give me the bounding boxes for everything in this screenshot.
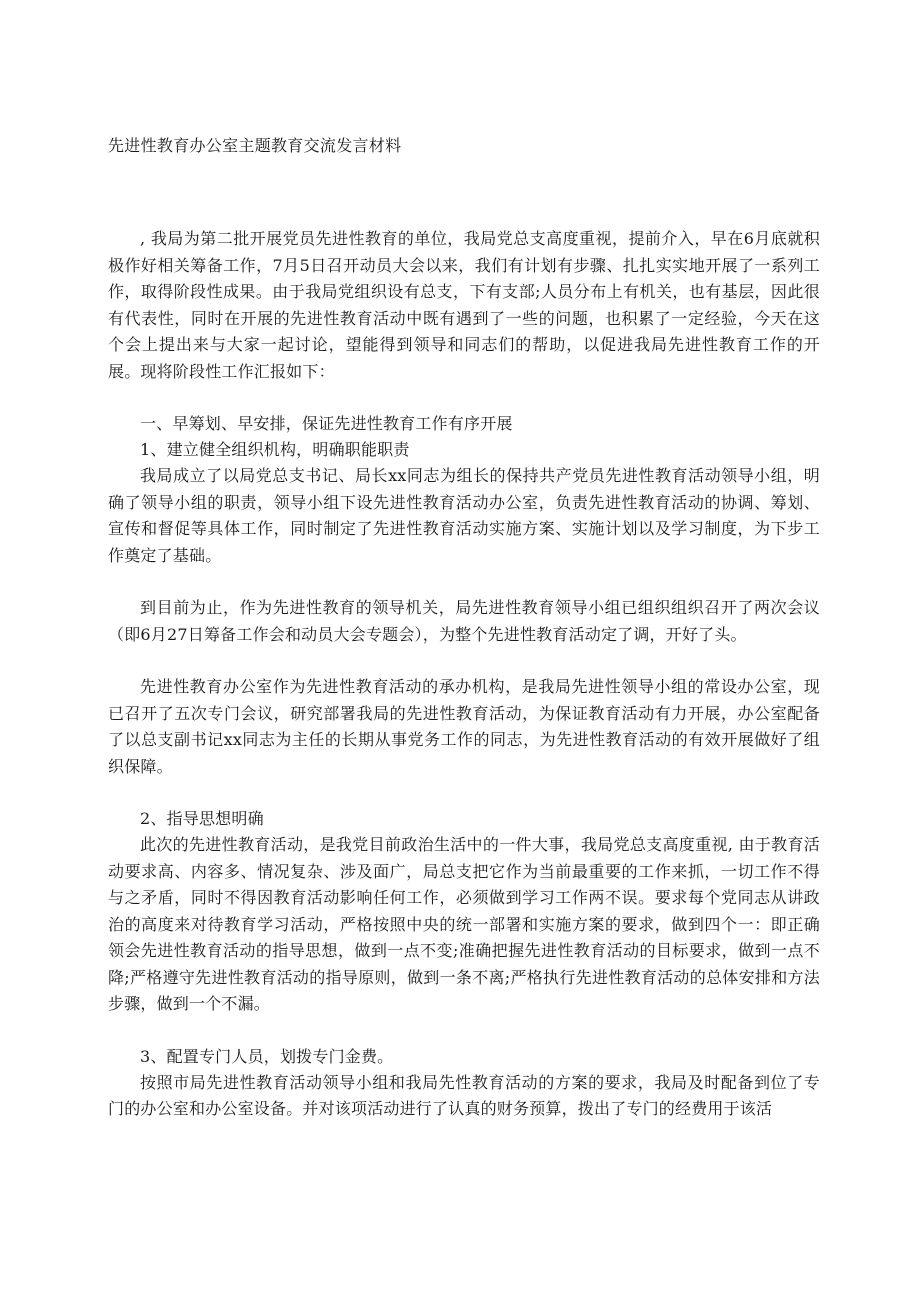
paragraph-guiding-thought: 此次的先进性教育活动，是我党目前政治生活中的一件大事，我局党总支高度重视, 由于教育活动要求高、内容多、情况复杂、涉及面广，局总支把它作为当前最重要的工作来抓，一切工作不得与之矛盾，同时不得因教育活动影响任何工作，必须做到学习工作两不误。要求每个党同志从讲政治的高度来对待教育学习活动，严格按照中央的统一部署和实施方案的要求，做到四个一：即正确领会先进性教育活动的指导思想，做到一点不变;准确把握先进性教育活动的目标要求，做到一点不降;严格遵守先进性教育活动的指导原则，做到一条不离;严格执行先进性教育活动的总体安排和方法步骤，做到一个不漏。 — [108, 835, 820, 1013]
document-body — [108, 226, 820, 1123]
subsection-heading-1: 1、建立健全组织机构，明确职能职责 — [140, 440, 410, 459]
subsection-heading-3: 3、配置专门人员，划拨专门金费。 — [140, 1046, 394, 1066]
paragraph-office: 先进性教育办公室作为先进性教育活动的承办机构，是我局先进性领导小组的常设办公室，现已召开了五次专门会议，研究部署我局的先进性教育活动，为保证教育活动有力开展，办公室配备了以总支副书记xx同志为主任的长期从事党务工作的同志，为先进性教育活动的有效开展做好了组织保障。 — [108, 677, 820, 776]
intro-paragraph: , 我局为第二批开展党员先进性教育的单位，我局党总支高度重视，提前介入，早在6月底就积极作好相关筹备工作，7月5日召开动员大会以来，我们有计划有步骤、扎扎实实地开展了一系列工作，取得阶段性成果。由于我局党组织设有总支，下有支部;人员分布上有机关，也有基层，因此很有代表性，同时在开展的先进性教育活动中既有遇到了一些的问题，也积累了一定经验，今天在这个会上提出来与大家一起讨论，望能得到领导和同志们的帮助，以促进我局先进性教育工作的开展。现将阶段性工作汇报如下： — [108, 229, 820, 381]
section-heading: 一、早筹划、早安排，保证先进性教育工作有序开展 — [140, 414, 513, 433]
paragraph-meetings: 到目前为止，作为先进性教育的领导机关，局先进性教育领导小组已组织组织召开了两次会议（即6月27日筹备工作会和动员大会专题会），为整个先进性教育活动定了调，开好了头。 — [108, 598, 820, 644]
document-title: 先进性教育办公室主题教育交流发言材料 — [108, 136, 402, 155]
paragraph-organization: 我局成立了以局党总支书记、局长xx同志为组长的保持共产党员先进性教育活动领导小组，明确了领导小组的职责，领导小组下设先进性教育活动办公室，负责先进性教育活动的协调、筹划、宣传和督促等具体工作，同时制定了先进性教育活动实施方案、实施计划以及学习制度，为下步工作奠定了基础。 — [108, 466, 820, 565]
subsection-heading-2: 2、指导思想明确 — [140, 809, 264, 828]
paragraph-staffing-funding: 按照市局先进性教育活动领导小组和我局先性教育活动的方案的要求，我局及时配备到位了专门的办公室和办公室设备。并对该项活动进行了认真的财务预算，拨出了专门的经费用于该活 — [108, 1072, 820, 1118]
